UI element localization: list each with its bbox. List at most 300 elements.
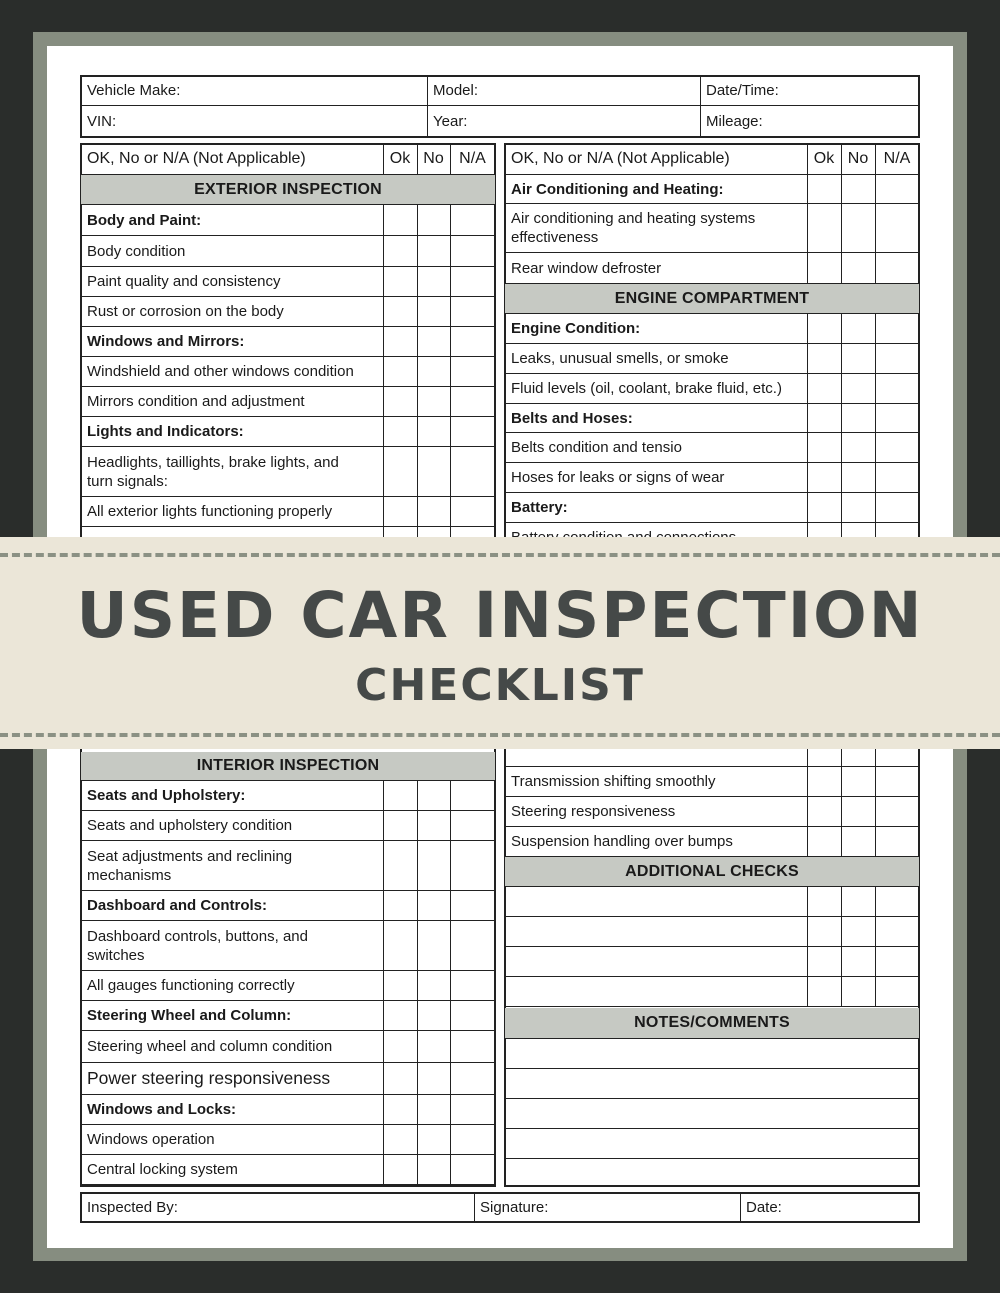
ok-column-header: Ok [813,150,835,167]
no-checkbox[interactable] [417,1063,450,1094]
checklist-item: All gauges functioning correctly [87,977,295,994]
divider [417,497,418,526]
divider [417,781,418,810]
divider [875,433,876,462]
inspected-by-field[interactable]: Inspected By: [87,1198,178,1216]
na-column-header: N/A [883,150,911,167]
divider [417,1125,418,1154]
vin-field[interactable]: VIN: [87,112,117,130]
divider [807,374,808,403]
no-checkbox[interactable] [841,977,875,1006]
stitch-line-top [0,553,1000,557]
ok-checkbox[interactable] [807,977,841,1006]
divider [81,526,495,527]
ok-checkbox[interactable] [807,253,841,283]
checklist-item: Hoses for leaks or signs of wear [511,469,725,486]
notes-line[interactable] [505,1129,919,1158]
divider [383,447,384,496]
divider [417,236,418,266]
divider [450,841,451,890]
divider [383,891,384,920]
na-checkbox[interactable] [875,947,919,976]
divider [875,204,876,252]
divider [450,781,451,810]
na-checkbox[interactable] [450,236,495,266]
ok-checkbox[interactable] [807,947,841,976]
divider [450,447,451,496]
no-checkbox[interactable] [417,387,450,416]
divider [450,1001,451,1030]
no-checkbox[interactable] [417,1095,450,1124]
divider [383,417,384,446]
na-checkbox[interactable] [875,404,919,432]
divider [875,144,876,174]
divider [841,947,842,976]
divider [417,417,418,446]
ok-checkbox[interactable] [383,1063,417,1094]
na-checkbox[interactable] [450,357,495,386]
no-checkbox[interactable] [841,767,875,796]
divider [450,205,451,235]
no-checkbox[interactable] [841,463,875,492]
group-heading: Battery: [511,499,568,516]
na-checkbox[interactable] [875,344,919,373]
na-checkbox[interactable] [450,205,495,235]
no-checkbox[interactable] [417,447,450,496]
no-checkbox[interactable] [841,175,875,203]
ok-checkbox[interactable] [807,463,841,492]
legend-header: OK, No or N/A (Not Applicable) [511,150,730,167]
divider [383,1125,384,1154]
ok-checkbox[interactable] [383,781,417,810]
signature-field[interactable]: Signature: [480,1198,549,1216]
divider [417,1031,418,1062]
divider [875,887,876,916]
no-checkbox[interactable] [417,841,450,890]
no-checkbox[interactable] [841,433,875,462]
na-checkbox[interactable] [450,417,495,446]
ok-column-header: Ok [389,150,411,167]
divider [450,297,451,326]
divider [81,1184,495,1185]
group-heading: Air Conditioning and Heating: [511,180,724,198]
divider [505,1158,919,1159]
divider [841,144,842,174]
divider [807,493,808,522]
group-heading: Seats and Upholstery: [87,787,246,804]
ok-checkbox[interactable] [807,797,841,826]
divider [875,404,876,432]
na-checkbox[interactable] [875,175,919,203]
ok-checkbox[interactable] [807,374,841,403]
divider [841,314,842,343]
na-checkbox[interactable] [875,253,919,283]
divider [841,977,842,1006]
divider [875,797,876,826]
ok-checkbox[interactable] [807,433,841,462]
checklist-item: Rear window defroster [511,259,662,277]
ok-checkbox[interactable] [807,493,841,522]
ok-checkbox[interactable] [383,267,417,296]
no-checkbox[interactable] [841,493,875,522]
no-checkbox[interactable] [841,827,875,856]
divider [417,387,418,416]
divider [841,404,842,432]
checklist-item: Windows operation [87,1131,215,1148]
divider [383,921,384,970]
na-checkbox[interactable] [450,387,495,416]
ok-checkbox[interactable] [383,497,417,526]
na-checkbox[interactable] [875,374,919,403]
divider [875,314,876,343]
divider [875,374,876,403]
vehicle-info-box [80,75,920,138]
ok-checkbox[interactable] [383,921,417,970]
divider [417,1095,418,1124]
no-checkbox[interactable] [417,1001,450,1030]
divider [383,387,384,416]
checklist-item: Dashboard controls, buttons, and switches [87,927,308,964]
divider [841,887,842,916]
na-checkbox[interactable] [450,497,495,526]
banner-subtitle: CHECKLIST [355,660,645,711]
na-checkbox[interactable] [450,327,495,356]
datetime-field[interactable]: Date/Time: [706,82,779,99]
checklist-item: Seat adjustments and reclining mechanisms [87,847,293,884]
na-checkbox[interactable] [875,977,919,1006]
checklist-item: Power steering responsiveness [87,1068,331,1088]
divider [383,357,384,386]
checklist-item: Steering responsiveness [511,803,676,820]
divider [417,144,418,174]
divider [875,175,876,203]
divider [807,827,808,856]
group-heading: Engine Condition: [511,320,641,337]
ok-checkbox[interactable] [383,236,417,266]
divider [807,144,808,174]
divider [875,463,876,492]
checklist-item: Body condition [87,242,186,260]
divider [875,947,876,976]
no-checkbox[interactable] [841,404,875,432]
divider [417,1001,418,1030]
divider [841,767,842,796]
divider [383,1095,384,1124]
ok-checkbox[interactable] [383,447,417,496]
checklist-item: Headlights, taillights, brake lights, and turn signals: [87,453,339,490]
ok-checkbox[interactable] [383,841,417,890]
divider [450,357,451,386]
ok-checkbox[interactable] [383,1031,417,1062]
no-checkbox[interactable] [417,1125,450,1154]
ok-checkbox[interactable] [383,297,417,326]
checklist-item: Air conditioning and heating systems effectiveness [511,210,756,246]
ok-checkbox[interactable] [807,175,841,203]
notes-line[interactable] [505,1039,919,1068]
divider [417,921,418,970]
divider [807,253,808,283]
no-checkbox[interactable] [417,497,450,526]
notes-line[interactable] [505,1099,919,1128]
na-checkbox[interactable] [875,827,919,856]
divider [417,1155,418,1184]
na-checkbox[interactable] [450,811,495,840]
divider [417,971,418,1000]
no-column-header: No [423,150,444,167]
divider [450,811,451,840]
model-field[interactable]: Model: [433,82,479,99]
ok-checkbox[interactable] [383,1155,417,1184]
divider [450,497,451,526]
no-checkbox[interactable] [417,781,450,810]
section-notes-comments: NOTES/COMMENTS [505,1008,919,1038]
na-checkbox[interactable] [875,493,919,522]
ok-checkbox[interactable] [807,887,841,916]
ok-checkbox[interactable] [807,344,841,373]
divider [383,205,384,235]
divider [417,327,418,356]
no-checkbox[interactable] [841,947,875,976]
ok-checkbox[interactable] [807,314,841,343]
no-checkbox[interactable] [417,357,450,386]
divider [841,433,842,462]
divider [450,1063,451,1094]
ok-checkbox[interactable] [383,327,417,356]
divider [875,344,876,373]
divider [450,387,451,416]
divider [383,1001,384,1030]
divider [417,891,418,920]
divider [841,917,842,946]
na-checkbox[interactable] [875,463,919,492]
ok-checkbox[interactable] [383,1095,417,1124]
section-exterior-inspection: EXTERIOR INSPECTION [81,175,495,204]
no-checkbox[interactable] [841,374,875,403]
no-checkbox[interactable] [841,253,875,283]
na-checkbox[interactable] [875,767,919,796]
divider [807,204,808,252]
divider [841,797,842,826]
checklist-item: Windshield and other windows condition [87,363,354,380]
checklist-item: Seats and upholstery condition [87,817,293,834]
divider [417,267,418,296]
divider [841,827,842,856]
divider [807,797,808,826]
divider [383,497,384,526]
divider [875,749,876,766]
na-checkbox[interactable] [450,971,495,1000]
no-checkbox[interactable] [417,811,450,840]
ok-checkbox[interactable] [383,387,417,416]
no-checkbox[interactable] [417,971,450,1000]
divider [875,917,876,946]
divider [383,144,384,174]
no-checkbox[interactable] [417,236,450,266]
divider [81,105,919,106]
group-heading: Belts and Hoses: [511,409,633,427]
no-checkbox[interactable] [841,344,875,373]
divider [450,417,451,446]
divider [807,947,808,976]
divider [807,344,808,373]
na-checkbox[interactable] [875,433,919,462]
divider [807,463,808,492]
na-checkbox[interactable] [875,314,919,343]
divider [383,1063,384,1094]
divider [450,1155,451,1184]
na-checkbox[interactable] [875,797,919,826]
checklist-item: Fluid levels (oil, coolant, brake fluid, etc.) [511,380,782,397]
divider [383,811,384,840]
divider [450,1125,451,1154]
checklist-item: Paint quality and consistency [87,273,281,290]
checklist-item: Suspension handling over bumps [511,833,733,850]
divider [875,493,876,522]
divider [383,327,384,356]
na-checkbox[interactable] [450,447,495,496]
na-checkbox[interactable] [875,204,919,252]
ok-checkbox[interactable] [807,827,841,856]
section-interior-inspection: INTERIOR INSPECTION [81,752,495,780]
no-checkbox[interactable] [841,917,875,946]
divider [383,297,384,326]
ok-checkbox[interactable] [383,417,417,446]
group-heading: Steering Wheel and Column: [87,1007,292,1024]
no-checkbox[interactable] [417,891,450,920]
na-checkbox[interactable] [875,887,919,916]
divider [383,236,384,266]
divider [417,205,418,235]
na-checkbox[interactable] [450,1125,495,1154]
divider [450,1031,451,1062]
divider [807,314,808,343]
checklist-item: Rust or corrosion on the body [87,303,284,320]
section-additional-checks: ADDITIONAL CHECKS [505,857,919,886]
checklist-item [505,977,807,1006]
ok-checkbox[interactable] [383,1001,417,1030]
section-engine-compartment: ENGINE COMPARTMENT [505,284,919,313]
na-checkbox[interactable] [450,1063,495,1094]
divider [807,917,808,946]
date-field[interactable]: Date: [746,1198,782,1216]
divider [875,977,876,1006]
mileage-field[interactable]: Mileage: [706,112,763,130]
divider [807,175,808,203]
na-checkbox[interactable] [450,1031,495,1062]
divider [383,781,384,810]
divider [841,253,842,283]
divider [807,887,808,916]
no-checkbox[interactable] [841,204,875,252]
no-checkbox[interactable] [417,417,450,446]
divider [807,977,808,1006]
no-checkbox[interactable] [841,797,875,826]
no-checkbox[interactable] [417,267,450,296]
checklist-item: Transmission shifting smoothly [511,773,716,790]
checklist-item: Central locking system [87,1161,238,1178]
ok-checkbox[interactable] [807,767,841,796]
divider [450,1095,451,1124]
na-checkbox[interactable] [450,781,495,810]
divider [841,749,842,766]
na-checkbox[interactable] [450,921,495,970]
no-checkbox[interactable] [417,297,450,326]
divider [450,971,451,1000]
divider [450,236,451,266]
divider [450,891,451,920]
divider [875,827,876,856]
ok-checkbox[interactable] [807,204,841,252]
divider [383,841,384,890]
notes-line[interactable] [505,1069,919,1098]
divider [875,767,876,796]
no-checkbox[interactable] [417,327,450,356]
legend-header: OK, No or N/A (Not Applicable) [87,150,306,167]
no-checkbox[interactable] [417,205,450,235]
divider [841,374,842,403]
divider [417,1063,418,1094]
divider [450,921,451,970]
banner-title: USED CAR INSPECTION [76,579,924,652]
divider [807,749,808,766]
checklist-item [505,917,807,946]
ok-checkbox[interactable] [807,404,841,432]
no-checkbox[interactable] [841,314,875,343]
group-heading: Windows and Mirrors: [87,333,245,350]
no-checkbox[interactable] [417,1155,450,1184]
na-checkbox[interactable] [450,1095,495,1124]
divider [841,463,842,492]
checklist-item: Belts condition and tensio [511,439,682,456]
na-checkbox[interactable] [450,891,495,920]
divider [417,811,418,840]
ok-checkbox[interactable] [383,357,417,386]
divider [841,493,842,522]
divider [450,267,451,296]
divider [841,344,842,373]
na-column-header: N/A [459,150,486,167]
ok-checkbox[interactable] [383,891,417,920]
ok-checkbox[interactable] [383,205,417,235]
no-checkbox[interactable] [841,887,875,916]
year-field[interactable]: Year: [433,112,468,130]
ok-checkbox[interactable] [383,1125,417,1154]
ok-checkbox[interactable] [383,811,417,840]
no-column-header: No [847,150,869,167]
divider [417,357,418,386]
na-checkbox[interactable] [875,917,919,946]
na-checkbox[interactable] [450,841,495,890]
group-heading: Dashboard and Controls: [87,897,268,914]
ok-checkbox[interactable] [383,971,417,1000]
na-checkbox[interactable] [450,297,495,326]
divider [383,1031,384,1062]
divider [505,1006,919,1007]
na-checkbox[interactable] [450,1155,495,1184]
divider [841,175,842,203]
checklist-item: All exterior lights functioning properly [87,503,333,520]
divider [841,204,842,252]
checklist-item: Leaks, unusual smells, or smoke [511,350,729,367]
na-checkbox[interactable] [450,1001,495,1030]
divider [807,433,808,462]
divider [417,841,418,890]
na-checkbox[interactable] [450,267,495,296]
vehicle-make-field[interactable]: Vehicle Make: [87,82,181,99]
no-checkbox[interactable] [417,921,450,970]
no-checkbox[interactable] [417,1031,450,1062]
ok-checkbox[interactable] [807,917,841,946]
